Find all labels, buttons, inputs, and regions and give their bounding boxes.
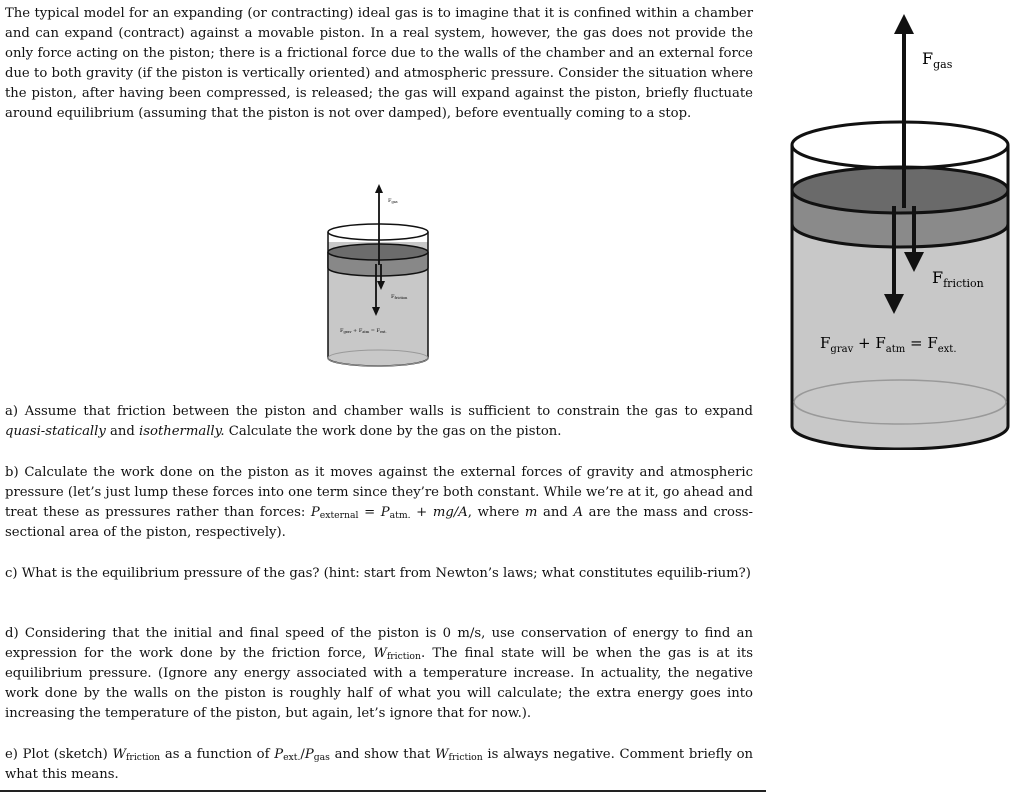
small-rim-top xyxy=(328,224,428,240)
question-e: e) Plot (sketch) $W_{friction}$ as a function of $P_{ext.}/P_{gas}$ and show that $W_{friction}$ is always negative. Comment briefly on what this means. xyxy=(5,747,753,782)
large-piston-top xyxy=(792,167,1008,213)
large-rim-top xyxy=(792,122,1008,168)
question-d: d) Considering that the initial and final speed of the piston is 0 m/s, use conservation of energy to find an expression for the work done by the friction force, $W_{friction}$. The final state will be when the gas is at its equilibrium pressure. (Ignore any energy associated with a temperature increase. In actuality, the negative work done by the walls on the piston is roughly half of what you will calculate; the extra energy goes into increasing the temperature of the piston, but again, let’s ignore that for now.). xyxy=(5,626,753,721)
small-fgas-label: $F_{gas}$ xyxy=(388,198,398,204)
small-piston-top xyxy=(328,244,428,260)
intro-block xyxy=(5,4,753,124)
small-fsum-label: $F_{grav} + F_{atm} = F_{ext.}$ xyxy=(340,328,387,334)
large-fgas-label: $F_{gas}$ xyxy=(922,49,953,71)
large-fsum-label: $F_{grav} + F_{atm} = F_{ext.}$ xyxy=(820,334,957,355)
question-b: b) Calculate the work done on the piston as it moves against the external forces of gravity and atmospheric pressure (let’s just lump these forces into one term since they’re both constant. While we’re at it, go ahead and treat these as pressures rather than forces: $P_{external} = P_{atm.} + mg/A$, where m and A are the mass and cross-sectional area of the piston, respectively). xyxy=(5,465,753,540)
large-piston-figure xyxy=(782,10,1018,450)
question-c: c) What is the equilibrium pressure of the gas? (hint: start from Newton’s laws; what constitutes equilib-rium?) xyxy=(5,566,751,581)
small-ffriction-label: $F_{friction}$ xyxy=(391,294,408,300)
bottom-rule xyxy=(0,790,766,792)
intro-paragraph: The typical model for an expanding (or contracting) ideal gas is to imagine that it is confined within a chamber and can expand (contract) against a movable piston. In a real system, however, the gas does not provide the only force acting on the piston; there is a frictional force due to the walls of the chamber and an external force due to both gravity (if the piston is vertically oriented) and atmospheric pressure. Consider the situation where the piston, after having been compressed, is released; the gas will expand against the piston, briefly fluctuate around equilibrium (assuming that the piston is not over damped), before eventually coming to a stop. xyxy=(5,6,753,121)
small-piston-figure xyxy=(318,180,438,376)
large-ffriction-label: $F_{friction}$ xyxy=(932,268,984,290)
question-a: a) Assume that friction between the piston and chamber walls is sufficient to constrain the gas to expand quasi-statically and isothermally. Calculate the work done by the gas on the piston. xyxy=(5,404,753,439)
